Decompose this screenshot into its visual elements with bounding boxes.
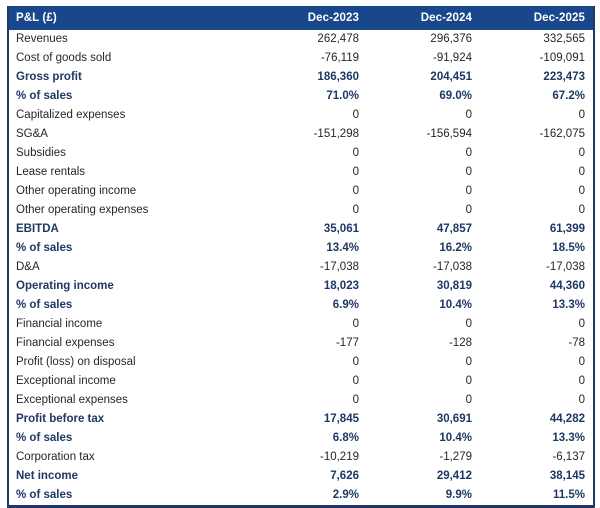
row-value-col-2: 9.9% <box>445 489 472 501</box>
row-label: % of sales <box>16 90 73 102</box>
table-header-row <box>8 6 594 30</box>
row-value-col-1: 0 <box>352 166 359 178</box>
table-row <box>8 391 594 410</box>
row-value-col-2: 16.2% <box>439 242 472 254</box>
row-value-col-2: 296,376 <box>430 33 472 45</box>
row-value-col-2: 0 <box>465 109 472 121</box>
table-row <box>8 277 594 296</box>
row-value-col-2: -91,924 <box>432 52 472 64</box>
row-value-col-2: 10.4% <box>439 299 472 311</box>
row-value-col-1: -177 <box>335 337 359 349</box>
table-row <box>8 125 594 144</box>
row-value-col-3: 44,360 <box>549 280 585 292</box>
row-value-col-3: 38,145 <box>549 470 585 482</box>
row-value-col-3: 61,399 <box>549 223 585 235</box>
row-label: Lease rentals <box>16 166 86 178</box>
table-body <box>8 30 594 507</box>
table-row <box>8 163 594 182</box>
row-value-col-3: 18.5% <box>552 242 585 254</box>
row-value-col-3: 0 <box>578 318 585 330</box>
row-value-col-3: -78 <box>568 337 585 349</box>
profit-and-loss-table-container <box>7 6 593 508</box>
row-value-col-1: -10,219 <box>319 451 359 463</box>
row-value-col-2: 10.4% <box>439 432 472 444</box>
row-value-col-1: -76,119 <box>320 52 359 64</box>
row-label: Net income <box>16 470 78 482</box>
row-value-col-2: 204,451 <box>430 71 472 83</box>
row-value-col-2: 0 <box>465 318 472 330</box>
row-value-col-3: 0 <box>578 185 585 197</box>
row-value-col-2: 0 <box>465 147 472 159</box>
row-value-col-1: 17,845 <box>323 413 359 425</box>
row-value-col-2: 30,691 <box>436 413 472 425</box>
row-label: % of sales <box>16 432 73 444</box>
row-value-col-3: 0 <box>578 166 585 178</box>
row-value-col-3: 13.3% <box>552 432 585 444</box>
table-row <box>8 334 594 353</box>
row-value-col-3: 0 <box>578 375 585 387</box>
row-label: Other operating expenses <box>16 204 149 216</box>
row-value-col-3: 13.3% <box>552 299 585 311</box>
row-value-col-2: 69.0% <box>439 90 472 102</box>
row-label: Financial income <box>16 318 103 330</box>
row-label: Exceptional expenses <box>16 394 128 406</box>
row-label: EBITDA <box>16 223 59 235</box>
row-value-col-1: 71.0% <box>326 90 359 102</box>
row-value-col-2: 47,857 <box>436 223 472 235</box>
row-value-col-3: -162,075 <box>539 128 585 140</box>
row-label: Financial expenses <box>16 337 115 349</box>
row-value-col-2: 30,819 <box>436 280 472 292</box>
row-value-col-1: 18,023 <box>323 280 359 292</box>
row-value-col-1: 0 <box>352 394 359 406</box>
row-value-col-1: 0 <box>352 375 359 387</box>
row-label: % of sales <box>16 242 73 254</box>
row-value-col-2: 0 <box>465 356 472 368</box>
row-value-col-1: -151,298 <box>313 128 359 140</box>
row-value-col-3: -109,091 <box>539 52 585 64</box>
table-row <box>8 182 594 201</box>
row-value-col-3: -17,038 <box>545 261 585 273</box>
table-row <box>8 201 594 220</box>
row-label: Corporation tax <box>16 451 95 463</box>
table-row <box>8 87 594 106</box>
row-value-col-1: 0 <box>352 318 359 330</box>
table-row <box>8 486 594 507</box>
row-value-col-2: -1,279 <box>439 451 472 463</box>
row-label: Other operating income <box>16 185 137 197</box>
row-value-col-1: 0 <box>352 204 359 216</box>
table-row <box>8 30 594 49</box>
row-value-col-3: 0 <box>578 356 585 368</box>
row-value-col-1: 0 <box>352 356 359 368</box>
table-row <box>8 144 594 163</box>
row-label: Capitalized expenses <box>16 109 126 121</box>
profit-and-loss-table <box>7 6 595 508</box>
row-value-col-1: -17,038 <box>319 261 359 273</box>
row-value-col-3: 67.2% <box>552 90 585 102</box>
column-header-dec-2025: Dec-2025 <box>480 6 594 30</box>
row-label: Profit (loss) on disposal <box>16 356 136 368</box>
row-label: % of sales <box>16 489 73 501</box>
table-row <box>8 315 594 334</box>
row-label: Gross profit <box>16 71 82 83</box>
table-row <box>8 296 594 315</box>
row-value-col-3: 0 <box>578 147 585 159</box>
row-label: Revenues <box>16 33 68 45</box>
row-value-col-1: 13.4% <box>326 242 359 254</box>
row-label: Operating income <box>16 280 114 292</box>
column-header-dec-2023: Dec-2023 <box>254 6 367 30</box>
row-value-col-1: 0 <box>352 185 359 197</box>
row-value-col-2: -128 <box>448 337 472 349</box>
row-value-col-2: -17,038 <box>432 261 472 273</box>
row-value-col-1: 6.8% <box>332 432 359 444</box>
row-value-col-3: 0 <box>578 109 585 121</box>
row-value-col-3: 0 <box>578 394 585 406</box>
row-value-col-1: 0 <box>352 109 359 121</box>
table-row <box>8 49 594 68</box>
row-value-col-2: 0 <box>465 166 472 178</box>
row-label: Profit before tax <box>16 413 105 425</box>
column-header-dec-2024: Dec-2024 <box>367 6 480 30</box>
table-row <box>8 429 594 448</box>
row-value-col-2: 0 <box>465 394 472 406</box>
row-label: Subsidies <box>16 147 66 159</box>
table-row <box>8 220 594 239</box>
row-label: SG&A <box>16 128 48 140</box>
table-row <box>8 106 594 125</box>
row-value-col-1: 0 <box>352 147 359 159</box>
row-value-col-2: 0 <box>465 185 472 197</box>
row-label: % of sales <box>16 299 73 311</box>
row-value-col-1: 262,478 <box>317 33 359 45</box>
row-label: D&A <box>16 261 40 273</box>
table-row <box>8 353 594 372</box>
table-row <box>8 410 594 429</box>
row-value-col-1: 7,626 <box>330 470 359 482</box>
row-value-col-3: 223,473 <box>543 71 585 83</box>
table-row <box>8 239 594 258</box>
table-row <box>8 448 594 467</box>
row-value-col-3: 0 <box>578 204 585 216</box>
row-value-col-1: 186,360 <box>317 71 359 83</box>
row-value-col-2: 0 <box>465 204 472 216</box>
row-value-col-3: 332,565 <box>543 33 585 45</box>
row-value-col-3: 44,282 <box>549 413 585 425</box>
table-row <box>8 258 594 277</box>
row-value-col-1: 6.9% <box>332 299 359 311</box>
row-label: Cost of goods sold <box>16 52 112 64</box>
table-row <box>8 68 594 87</box>
row-value-col-2: -156,594 <box>426 128 472 140</box>
column-header-label: P&L (£) <box>8 6 254 30</box>
table-header <box>8 6 594 30</box>
row-value-col-2: 0 <box>465 375 472 387</box>
table-row <box>8 372 594 391</box>
row-label: Exceptional income <box>16 375 116 387</box>
row-value-col-1: 2.9% <box>332 489 359 501</box>
table-row <box>8 467 594 486</box>
row-value-col-1: 35,061 <box>323 223 359 235</box>
row-value-col-3: -6,137 <box>552 451 585 463</box>
row-value-col-2: 29,412 <box>436 470 472 482</box>
row-value-col-3: 11.5% <box>553 489 585 501</box>
